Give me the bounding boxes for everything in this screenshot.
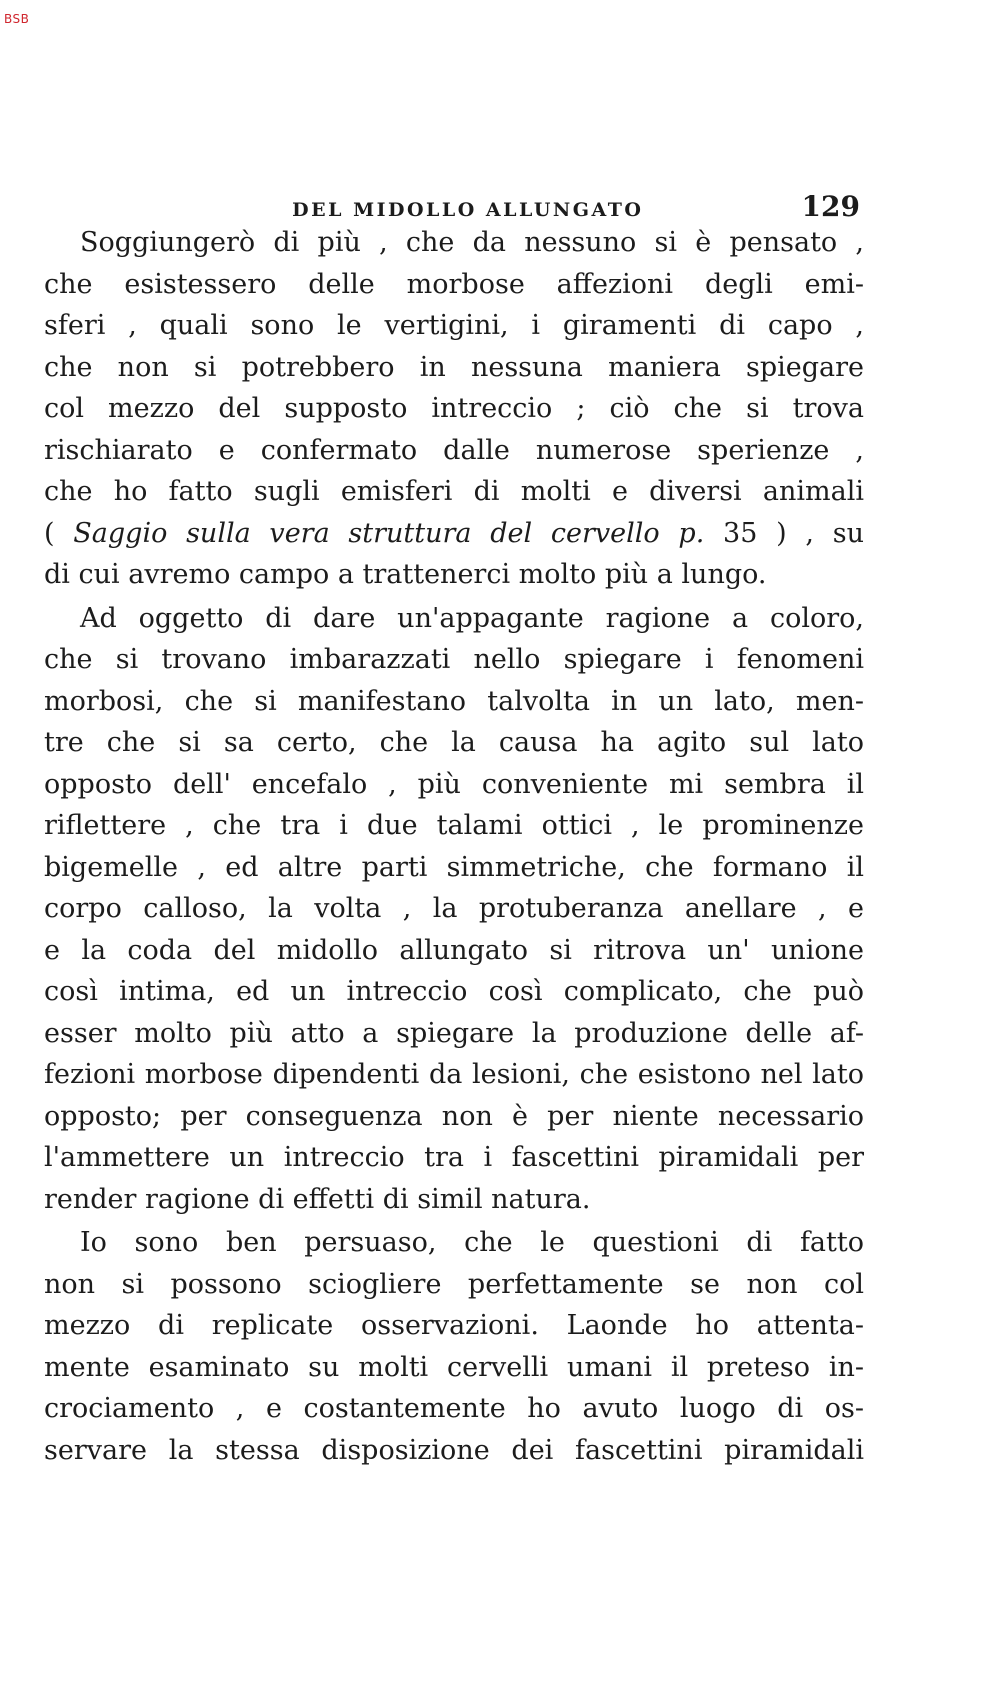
text-line: di cui avremo campo a trattenerci molto più a lungo. xyxy=(44,559,767,590)
text-line: bigemelle , ed altre parti simmetriche, che formano il xyxy=(44,851,864,883)
text-line: render ragione di effetti di simil natura. xyxy=(44,1183,591,1215)
paragraph-3 xyxy=(44,1222,864,1471)
text-line: morbosi, che si manifestano talvolta in un lato, men- xyxy=(44,685,864,717)
running-title: DEL MIDOLLO ALLUNGATO xyxy=(292,199,644,221)
text-line: mente esaminato su molti cervelli umani il preteso in- xyxy=(44,1351,864,1383)
text-line: Io sono ben persuaso, che le questioni di fatto xyxy=(80,1227,864,1258)
running-header xyxy=(44,190,864,223)
text-line: che ho fatto sugli emisferi di molti e diversi animali xyxy=(44,476,864,507)
text-line: opposto; per conseguenza non è per niente necessario xyxy=(44,1100,864,1132)
citation-line xyxy=(44,513,864,555)
page-number: 129 xyxy=(801,190,860,223)
body-text xyxy=(44,222,864,1471)
text-line: servare la stessa disposizione dei fascettini piramidali xyxy=(44,1434,864,1466)
paragraph-2 xyxy=(44,598,864,1221)
text-line: opposto dell' encefalo , più conveniente mi sembra il xyxy=(44,768,864,800)
paragraph-1 xyxy=(44,222,864,596)
text-line: tre che si sa certo, che la causa ha agito sul lato xyxy=(44,727,864,758)
citation-open: ( xyxy=(44,517,74,549)
text-line: così intima, ed un intreccio così complicato, che può xyxy=(44,976,864,1007)
citation-title: Saggio sulla vera struttura del cervello p. xyxy=(73,517,705,549)
text-line: sferi , quali sono le vertigini, i giramenti di capo , xyxy=(44,310,864,341)
text-line: esser molto più atto a spiegare la produzione delle af- xyxy=(44,1017,864,1049)
text-line: che si trovano imbarazzati nello spiegare i fenomeni xyxy=(44,644,864,675)
book-page xyxy=(44,190,864,1471)
library-stamp: BSB xyxy=(4,12,30,26)
text-line: e la coda del midollo allungato si ritrova un' unione xyxy=(44,934,864,966)
text-line: Ad oggetto di dare un'appagante ragione a coloro, xyxy=(80,602,864,634)
text-line: fezioni morbose dipendenti da lesioni, che esistono nel lato xyxy=(44,1059,864,1090)
text-line: che esistessero delle morbose affezioni degli emi- xyxy=(44,268,864,300)
text-line: col mezzo del supposto intreccio ; ciò che si trova xyxy=(44,393,864,424)
text-line: rischiarato e confermato dalle numerose sperienze , xyxy=(44,434,864,466)
text-line: che non si potrebbero in nessuna maniera spiegare xyxy=(44,351,864,383)
text-line: crociamento , e costantemente ho avuto luogo di os- xyxy=(44,1393,864,1424)
text-line: mezzo di replicate osservazioni. Laonde ho attenta- xyxy=(44,1310,864,1341)
text-line: l'ammettere un intreccio tra i fascettini piramidali per xyxy=(44,1142,864,1173)
text-line: corpo calloso, la volta , la protuberanza anellare , e xyxy=(44,893,864,924)
text-line: Soggiungerò di più , che da nessuno si è pensato , xyxy=(80,227,864,258)
text-line: non si possono sciogliere perfettamente se non col xyxy=(44,1268,864,1300)
citation-close: 35 ) , su xyxy=(704,517,864,549)
text-line: riflettere , che tra i due talami ottici , le prominenze xyxy=(44,810,864,841)
